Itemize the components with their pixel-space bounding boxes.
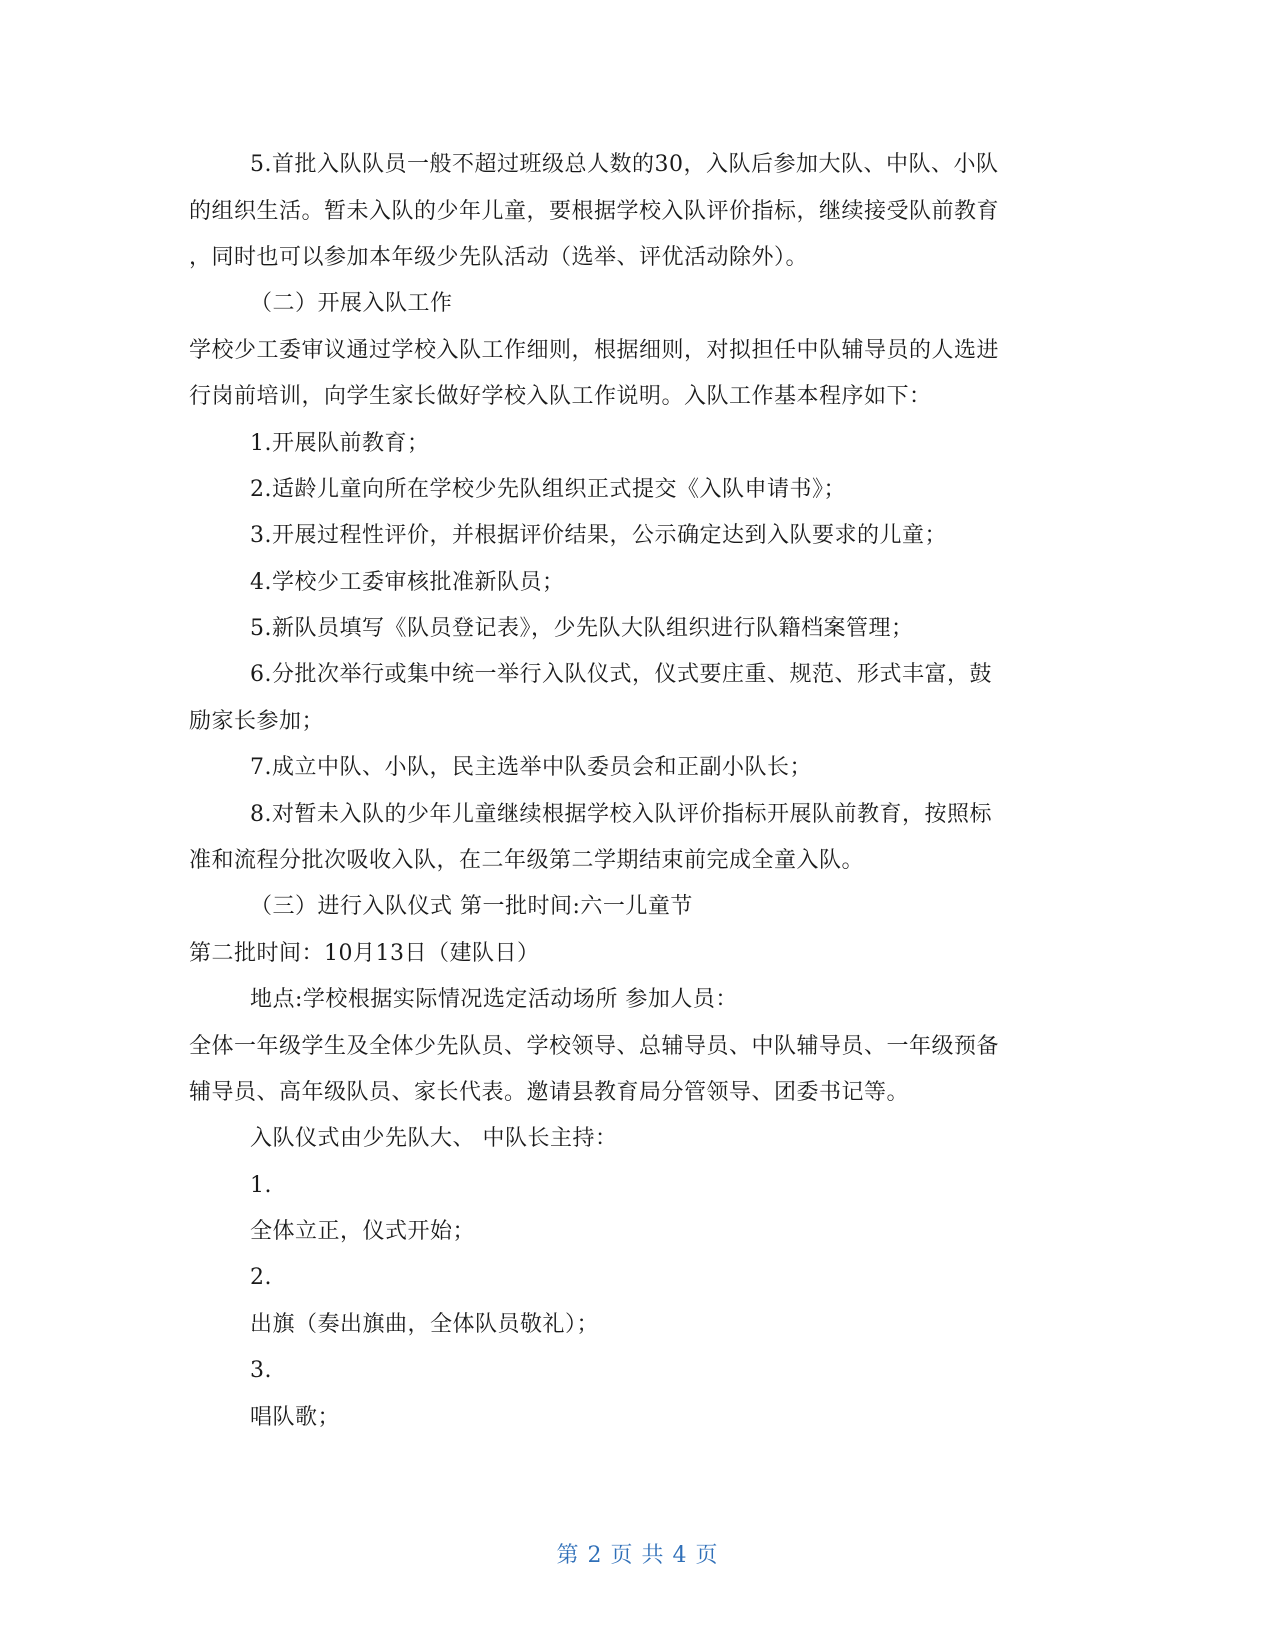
section-heading: （三）进行入队仪式 第一批时间:六一儿童节 (250, 894, 693, 919)
list-item: 8.对暂未入队的少年儿童继续根据学校入队评价指标开展队前教育，按照标 (250, 802, 992, 827)
list-item: 1.开展队前教育； (250, 431, 430, 456)
text-line: 准和流程分批次吸收入队，在二年级第二学期结束前完成全童入队。 (189, 848, 865, 873)
list-item: 3.开展过程性评价，并根据评价结果，公示确定达到入队要求的儿童； (250, 523, 947, 548)
text-line: 第二批时间：10月13日（建队日） (189, 941, 540, 966)
text-line: 行岗前培训，向学生家长做好学校入队工作说明。入队工作基本程序如下： (189, 384, 932, 409)
text-line: 辅导员、高年级队员、家长代表。邀请县教育局分管领导、团委书记等。 (189, 1080, 910, 1105)
text-line: 5.首批入队队员一般不超过班级总人数的30，入队后参加大队、中队、小队 (250, 152, 999, 177)
list-item: 6.分批次举行或集中统一举行入队仪式，仪式要庄重、规范、形式丰富，鼓 (250, 662, 992, 687)
list-item: 全体立正，仪式开始； (250, 1219, 476, 1244)
page-footer: 第 2 页 共 4 页 (556, 1543, 719, 1568)
list-item: 7.成立中队、小队，民主选举中队委员会和正副小队长； (250, 755, 812, 780)
list-item: 唱队歌； (250, 1405, 341, 1430)
list-item: 4.学校少工委审核批准新队员； (250, 570, 565, 595)
list-item: 出旗（奏出旗曲，全体队员敬礼）； (250, 1312, 600, 1337)
text-line: ，同时也可以参加本年级少先队活动（选举、评优活动除外）。 (189, 245, 809, 270)
list-item: 2.适龄儿童向所在学校少先队组织正式提交《入队申请书》； (250, 477, 846, 502)
list-number: 2. (250, 1265, 272, 1290)
text-line: 的组织生活。暂未入队的少年儿童，要根据学校入队评价指标，继续接受队前教育 (189, 199, 1000, 224)
text-line: 学校少工委审议通过学校入队工作细则，根据细则，对拟担任中队辅导员的人选进 (189, 338, 1000, 363)
section-heading: （二）开展入队工作 (250, 291, 453, 316)
list-item: 5.新队员填写《队员登记表》，少先队大队组织进行队籍档案管理； (250, 616, 914, 641)
list-number: 1. (250, 1173, 272, 1198)
text-line: 地点:学校根据实际情况选定活动场所 参加人员： (250, 987, 738, 1012)
text-line: 全体一年级学生及全体少先队员、学校领导、总辅导员、中队辅导员、一年级预备 (189, 1034, 1000, 1059)
text-line: 励家长参加； (189, 709, 325, 734)
text-line: 入队仪式由少先队大、 中队长主持： (250, 1126, 618, 1151)
list-number: 3. (250, 1358, 272, 1383)
